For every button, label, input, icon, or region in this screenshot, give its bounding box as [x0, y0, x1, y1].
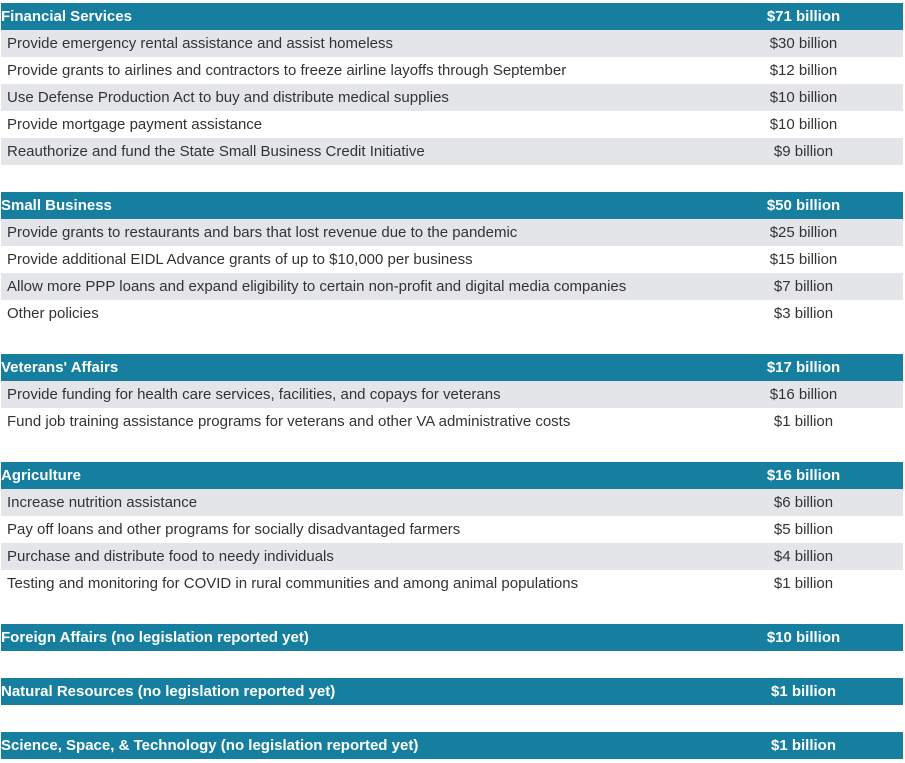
table-row — [1, 273, 903, 300]
policy-amount: $5 billion — [773, 521, 834, 538]
table-row — [1, 138, 903, 165]
section-total: $16 billion — [766, 467, 841, 484]
policy-amount: $9 billion — [773, 143, 834, 160]
policy-amount: $1 billion — [773, 575, 834, 592]
policy-amount: $7 billion — [773, 278, 834, 295]
section-total: $17 billion — [766, 359, 841, 376]
table-row — [1, 408, 903, 435]
section-header — [1, 678, 903, 705]
section-agriculture — [1, 462, 903, 597]
policy-label: Provide mortgage payment assistance — [7, 116, 263, 133]
policy-amount: $16 billion — [769, 386, 838, 403]
policy-label: Provide funding for health care services, facilities, and copays for veterans — [7, 386, 501, 403]
policy-amount: $30 billion — [769, 35, 838, 52]
table-row — [1, 489, 903, 516]
section-header — [1, 354, 903, 381]
policy-amount: $3 billion — [773, 305, 834, 322]
section-natural-resources-no-legislation-reported-yet — [1, 678, 903, 705]
policy-amount: $10 billion — [769, 116, 838, 133]
policy-label: Pay off loans and other programs for socially disadvantaged farmers — [7, 521, 461, 538]
table-row — [1, 570, 903, 597]
section-header — [1, 462, 903, 489]
table-row — [1, 543, 903, 570]
table-row — [1, 57, 903, 84]
policy-label: Reauthorize and fund the State Small Business Credit Initiative — [7, 143, 425, 160]
policy-label: Fund job training assistance programs for veterans and other VA administrative costs — [7, 413, 571, 430]
table-row — [1, 516, 903, 543]
section-title: Financial Services — [1, 8, 132, 25]
section-header — [1, 732, 903, 759]
table-row — [1, 246, 903, 273]
section-title: Natural Resources (no legislation reported yet) — [1, 683, 336, 700]
section-title: Foreign Affairs (no legislation reported yet) — [1, 629, 309, 646]
policy-label: Use Defense Production Act to buy and distribute medical supplies — [7, 89, 449, 106]
policy-amount: $6 billion — [773, 494, 834, 511]
policy-label: Purchase and distribute food to needy individuals — [7, 548, 334, 565]
section-financial-services — [1, 3, 903, 165]
section-title: Small Business — [1, 197, 112, 214]
section-header — [1, 624, 903, 651]
section-total: $1 billion — [770, 683, 836, 700]
section-total: $50 billion — [766, 197, 841, 214]
section-header — [1, 3, 903, 30]
section-title: Veterans' Affairs — [1, 359, 119, 376]
policy-label: Provide emergency rental assistance and assist homeless — [7, 35, 394, 52]
policy-amount: $12 billion — [769, 62, 838, 79]
section-header — [1, 192, 903, 219]
table-row — [1, 219, 903, 246]
policy-label: Provide grants to restaurants and bars that lost revenue due to the pandemic — [7, 224, 518, 241]
section-total: $71 billion — [766, 8, 841, 25]
policy-amount: $10 billion — [769, 89, 838, 106]
section-small-business — [1, 192, 903, 327]
policy-amount: $4 billion — [773, 548, 834, 565]
policy-label: Other policies — [7, 305, 99, 322]
section-title: Agriculture — [1, 467, 82, 484]
table-row — [1, 111, 903, 138]
section-veterans-affairs — [1, 354, 903, 435]
table-row — [1, 300, 903, 327]
policy-label: Increase nutrition assistance — [7, 494, 198, 511]
spending-table — [1, 3, 903, 759]
table-row — [1, 30, 903, 57]
policy-label: Provide additional EIDL Advance grants of up to $10,000 per business — [7, 251, 473, 268]
section-total: $1 billion — [770, 737, 836, 754]
policy-label: Provide grants to airlines and contractors to freeze airline layoffs through September — [7, 62, 567, 79]
section-total: $10 billion — [766, 629, 841, 646]
policy-amount: $15 billion — [769, 251, 838, 268]
section-title: Science, Space, & Technology (no legislation reported yet) — [1, 737, 419, 754]
policy-label: Testing and monitoring for COVID in rural communities and among animal populations — [7, 575, 579, 592]
table-row — [1, 84, 903, 111]
table-row — [1, 381, 903, 408]
policy-label: Allow more PPP loans and expand eligibility to certain non-profit and digital media companies — [7, 278, 627, 295]
policy-amount: $1 billion — [773, 413, 834, 430]
policy-amount: $25 billion — [769, 224, 838, 241]
section-foreign-affairs-no-legislation-reported-yet — [1, 624, 903, 651]
section-science-space-technology-no-legislation-reported-yet — [1, 732, 903, 759]
